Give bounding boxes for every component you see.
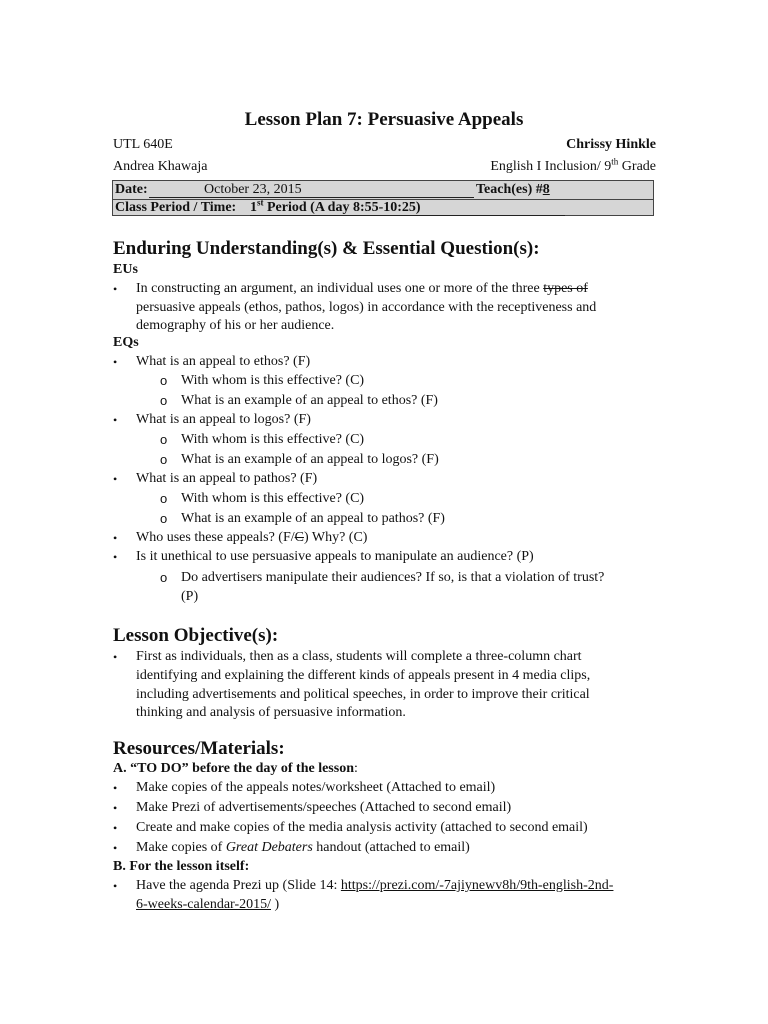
sub-bullet-icon: o — [160, 452, 168, 467]
bullet-icon: • — [113, 282, 118, 296]
eu-line-1: In constructing an argument, an individual uses one or more of the three types of — [136, 281, 588, 296]
todo-item-3: Create and make copies of the media analysis activity (attached to second email) — [136, 820, 588, 835]
eu-line-2: persuasive appeals (ethos, pathos, logos) in accordance with the receptiveness and — [136, 300, 597, 315]
eq-5a-line-2: (P) — [181, 589, 199, 604]
bullet-icon: • — [113, 650, 118, 664]
author-name: Chrissy Hinkle — [566, 137, 656, 152]
eq-1: What is an appeal to ethos? (F) — [136, 354, 311, 369]
bullet-icon: • — [113, 801, 118, 815]
period-value: 1st Period (A day 8:55-10:25) — [250, 200, 565, 216]
date-underline — [149, 182, 474, 198]
eu-line-3: demography of his or her audience. — [136, 318, 335, 333]
bullet-icon: • — [113, 355, 118, 369]
date-row — [113, 181, 653, 200]
bullet-icon: • — [113, 413, 118, 427]
eqs-label: EQs — [113, 335, 139, 350]
eq-2a: With whom is this effective? (C) — [181, 432, 365, 447]
teach-label: Teach(es) #8 — [476, 182, 550, 197]
eq-1b: What is an example of an appeal to ethos? (F) — [181, 393, 438, 408]
eq-3: What is an appeal to pathos? (F) — [136, 471, 318, 486]
date-label: Date: — [115, 182, 148, 197]
eq-3a: With whom is this effective? (C) — [181, 491, 365, 506]
prezi-link[interactable]: https://prezi.com/-7ajiynewv8h/9th-english-2nd- — [340, 878, 614, 893]
bullet-icon: • — [113, 781, 118, 795]
eq-5: Is it unethical to use persuasive appeals to manipulate an audience? (P) — [136, 549, 534, 564]
instructor-name: Andrea Khawaja — [113, 159, 208, 174]
course-code: UTL 640E — [113, 137, 173, 152]
todo-label: A. “TO DO” before the day of the lesson: — [113, 761, 358, 776]
bullet-icon: • — [113, 531, 118, 545]
page-title: Lesson Plan 7: Persuasive Appeals — [244, 109, 524, 130]
lesson-item-1: Have the agenda Prezi up (Slide 14: https://prezi.com/-7ajiynewv8h/9th-english-2nd- — [136, 878, 614, 893]
objectives-heading: Lesson Objective(s): — [113, 625, 279, 646]
date-value: October 23, 2015 — [204, 182, 302, 197]
sub-bullet-icon: o — [160, 511, 168, 526]
sub-bullet-icon: o — [160, 393, 168, 408]
objective-line-1: First as individuals, then as a class, students will complete a three-column chart — [136, 649, 582, 664]
period-label: Class Period / Time: — [115, 200, 237, 215]
objective-line-3: including advertisements and political speeches, in order to improve their critical — [136, 687, 590, 702]
lesson-item-1-cont: 6-weeks-calendar-2015/ ) — [136, 897, 280, 912]
class-grade: English I Inclusion/ 9th Grade — [490, 156, 656, 174]
bullet-icon: • — [113, 841, 118, 855]
lesson-info-box — [112, 180, 654, 216]
objective-line-2: identifying and explaining the different kinds of appeals present in 4 media clips, — [136, 668, 591, 683]
prezi-link-cont[interactable]: 6-weeks-calendar-2015/ — [136, 897, 271, 912]
eq-2: What is an appeal to logos? (F) — [136, 412, 311, 427]
todo-item-1: Make copies of the appeals notes/worksheet (Attached to email) — [136, 780, 496, 795]
todo-item-4: Make copies of Great Debaters handout (attached to email) — [136, 840, 470, 855]
enduring-heading: Enduring Understanding(s) & Essential Question(s): — [113, 238, 540, 259]
objective-line-4: thinking and analysis of persuasive information. — [136, 705, 406, 720]
bullet-icon: • — [113, 821, 118, 835]
bullet-icon: • — [113, 472, 118, 486]
resources-heading: Resources/Materials: — [113, 738, 285, 759]
bullet-icon: • — [113, 550, 118, 564]
bullet-icon: • — [113, 879, 118, 893]
eq-2b: What is an example of an appeal to logos? (F) — [181, 452, 439, 467]
sub-bullet-icon: o — [160, 373, 168, 388]
todo-item-2: Make Prezi of advertisements/speeches (Attached to second email) — [136, 800, 512, 815]
lesson-itself-label: B. For the lesson itself: — [113, 859, 250, 874]
eq-1a: With whom is this effective? (C) — [181, 373, 365, 388]
sub-bullet-icon: o — [160, 570, 168, 585]
sub-bullet-icon: o — [160, 432, 168, 447]
eq-3b: What is an example of an appeal to pathos? (F) — [181, 511, 445, 526]
eq-4: Who uses these appeals? (F/C) Why? (C) — [136, 530, 368, 545]
sub-bullet-icon: o — [160, 491, 168, 506]
eq-5a-line-1: Do advertisers manipulate their audiences? If so, is that a violation of trust? — [181, 570, 605, 585]
period-row — [113, 199, 653, 216]
eus-label: EUs — [113, 262, 138, 277]
